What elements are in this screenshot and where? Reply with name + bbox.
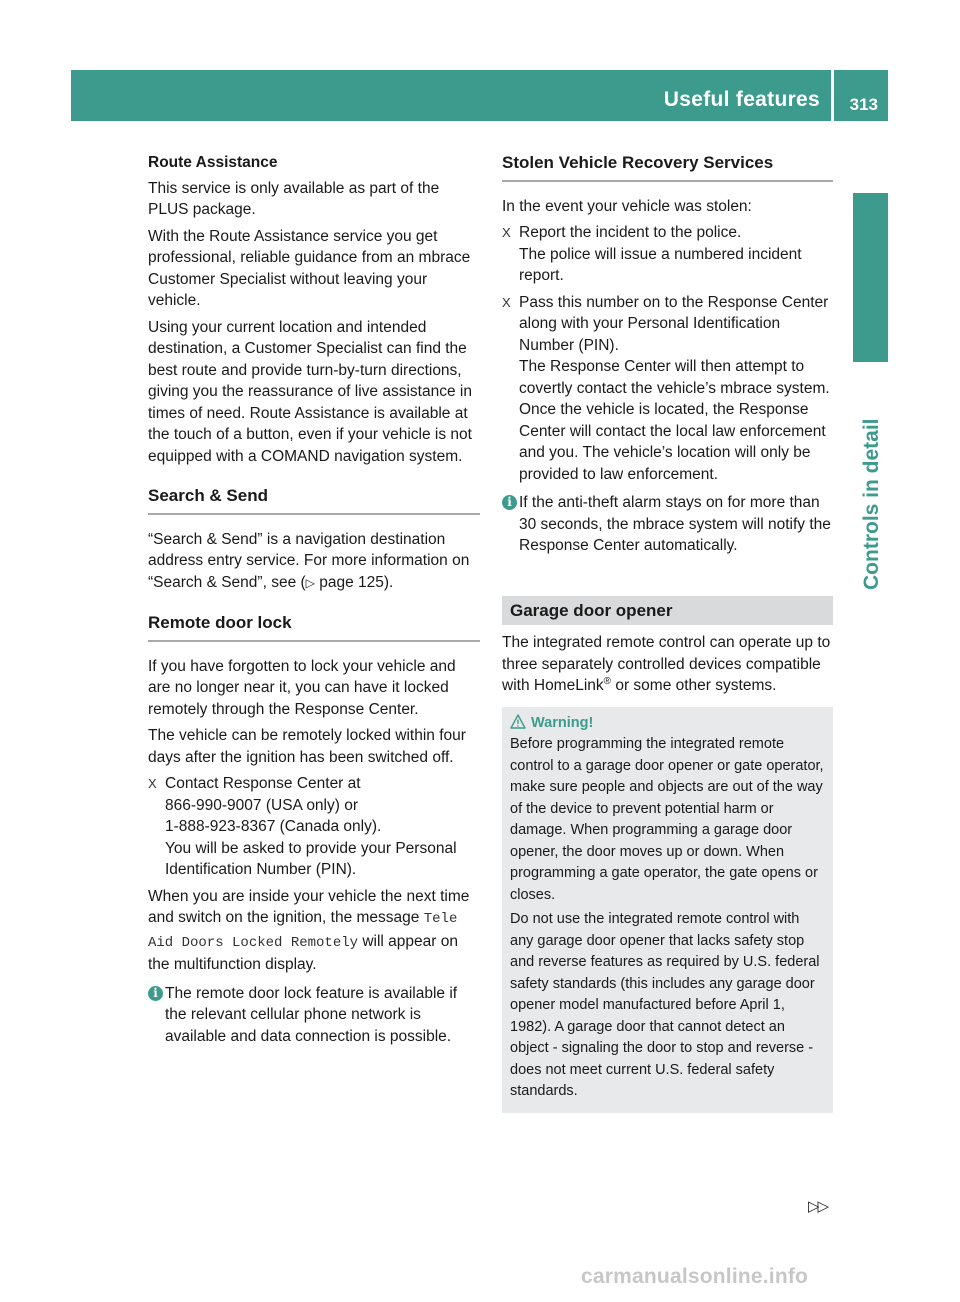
step-item	[502, 222, 833, 287]
side-tab	[855, 370, 885, 590]
page-ref-icon: ▷	[305, 575, 315, 590]
page-number: 313	[849, 95, 878, 114]
info-note-text: If the anti-theft alarm stays on for more than 30 seconds, the mbrace system will notify the Response Center automatically.	[519, 494, 831, 554]
warning-box	[502, 707, 833, 1113]
search-send-text: “Search & Send” is a navigation destination address entry service. For more information on “Search & Send”, see (	[148, 530, 470, 591]
step-item	[148, 773, 480, 881]
message-intro: When you are inside your vehicle the next time and switch on the ignition, the message	[148, 887, 470, 926]
remote-door-lock-p2: The vehicle can be remotely locked within four days after the ignition has been switched off.	[148, 727, 466, 766]
header-bar	[71, 70, 888, 121]
info-note	[148, 983, 480, 1048]
step-text: The Response Center will then attempt to covertly contact the vehicle’s mbrace system. Once the vehicle is located, the Response Center will contact the local law enforcement and you. The vehicle’s location will only be provided to law enforcement.	[519, 358, 830, 483]
left-column	[148, 152, 480, 1047]
warning-p1: Before programming the integrated remote control to a garage door opener or gate operator, make sure people and objects are out of the way of the device to prevent potential harm or damage. When programming a garage door opener, the door moves up or down. When programming a gate operator, the gate opens or closes.	[510, 736, 824, 903]
registered-mark: ®	[603, 675, 612, 687]
display-message: Tele Aid Doors Locked Remotely	[148, 911, 458, 951]
step-text: You will be asked to provide your Personal Identification Number (PIN).	[165, 839, 457, 878]
step-text: Pass this number on to the Response Center along with your Personal Identification Number (PIN).	[519, 293, 829, 354]
side-tab-marker	[853, 193, 888, 362]
step-arrow-icon: X	[502, 294, 511, 310]
step-text: Contact Response Center at	[165, 775, 361, 792]
warning-title-text: Warning!	[531, 714, 594, 731]
side-tab-label: Controls in detail	[860, 418, 883, 590]
route-assistance-p3: Using your current location and intended destination, a Customer Specialist can find the best route and provide turn-by-turn directions, giving you the reassurance of live assistance in times of need. Route Assistance is available at the touch of a button, even if your vehicle is not equipped with a COMAND navigation system.	[148, 318, 472, 465]
step-text: The police will issue a numbered incident report.	[519, 245, 802, 284]
garage-door-heading: Garage door opener	[502, 596, 833, 626]
garage-door-p1	[502, 632, 833, 697]
step-arrow-icon: X	[502, 225, 511, 240]
step-text: 866-990-9007 (USA only) or	[165, 796, 359, 814]
header-divider	[831, 70, 834, 121]
step-text: Report the incident to the police.	[519, 224, 742, 241]
route-assistance-p1: This service is only available as part of the PLUS package.	[148, 179, 440, 218]
route-assistance-heading: Route Assistance	[148, 154, 278, 171]
page-ref-link[interactable]: page 125).	[314, 573, 394, 591]
info-note	[502, 492, 833, 557]
remote-door-lock-heading: Remote door lock	[148, 612, 480, 642]
step-text: 1-888-923-8367 (Canada only).	[165, 818, 382, 835]
stolen-vehicle-heading: Stolen Vehicle Recovery Services	[502, 152, 833, 182]
warning-p2: Do not use the integrated remote control with any garage door opener that lacks safety stop and reverse features as required by U.S. federal safety standards (this includes any garage door opener model manufactured before April 1, 1982). A garage door that cannot detect an object - signaling the door to stop and reverse - does not meet current U.S. federal safety standards.	[510, 911, 820, 1099]
remote-door-lock-p3	[148, 886, 480, 976]
stolen-vehicle-intro: In the event your vehicle was stolen:	[502, 197, 752, 215]
info-icon: i	[502, 495, 517, 510]
garage-door-text-end: or some other systems.	[611, 677, 777, 694]
right-column	[502, 152, 833, 1113]
step-arrow-icon: X	[148, 776, 157, 791]
info-icon: i	[148, 986, 163, 1001]
route-assistance-p2: With the Route Assistance service you get professional, reliable guidance from an mbrace Customer Specialist without leaving your vehicle.	[148, 227, 471, 309]
search-send-heading: Search & Send	[148, 485, 480, 515]
message-outro: will appear on the multifunction display.	[148, 932, 458, 973]
step-item	[502, 292, 833, 486]
warning-title	[510, 713, 825, 735]
watermark: carmanualsonline.info	[581, 1265, 809, 1288]
garage-door-text: The integrated remote control can operate up to three separately controlled devices compatible with HomeLink	[502, 634, 831, 694]
remote-door-lock-p1: If you have forgotten to lock your vehicle and are no longer near it, you can have it locked remotely through the Response Center.	[148, 657, 456, 718]
continue-marker-icon: ▷▷	[808, 1198, 828, 1215]
warning-triangle-icon	[510, 714, 526, 729]
info-note-text: The remote door lock feature is available if the relevant cellular phone network is available and data connection is possible.	[165, 984, 458, 1045]
search-send-p1	[148, 529, 480, 595]
section-title: Useful features	[663, 88, 820, 111]
